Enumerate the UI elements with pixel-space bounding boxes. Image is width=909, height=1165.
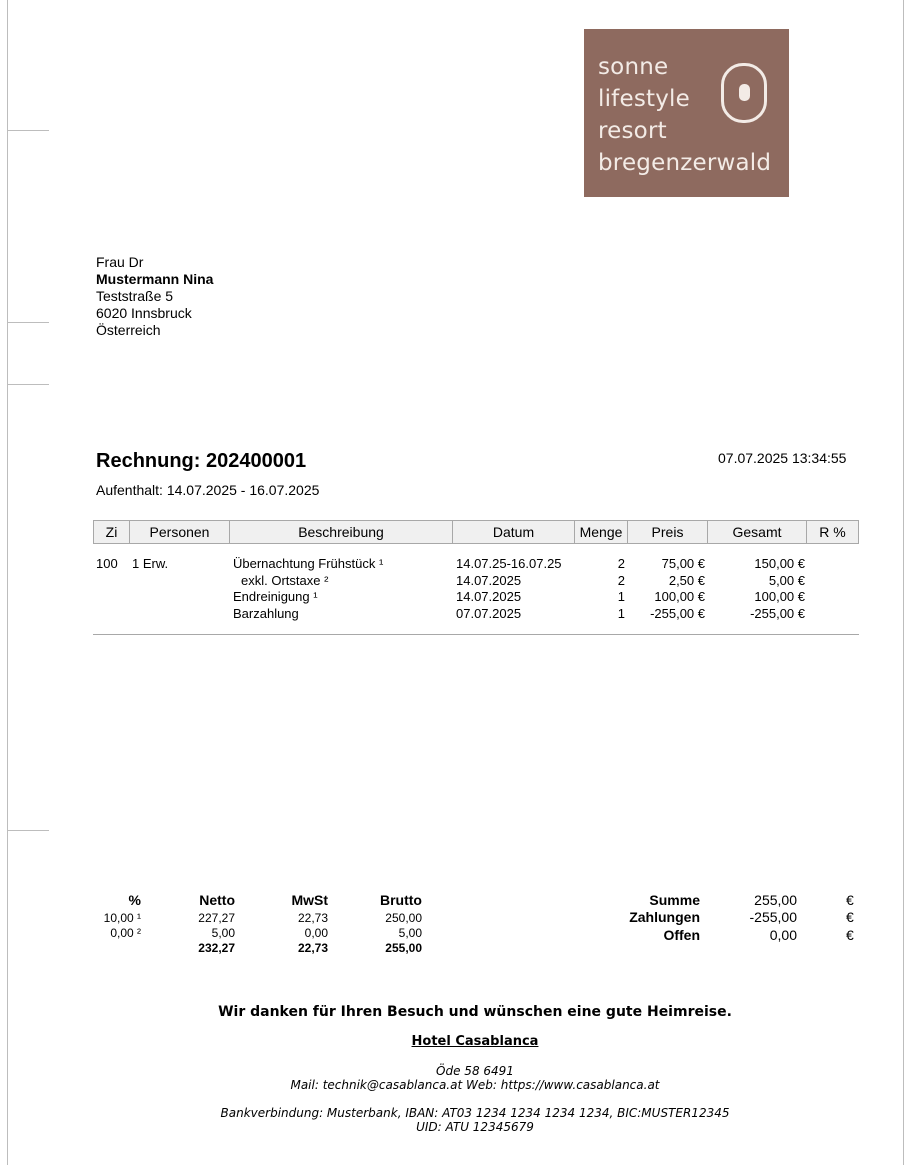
resort-logo (584, 29, 789, 197)
tax-rate: 10,00 ¹ (103, 911, 141, 925)
tax-header-percent: % (128, 892, 141, 908)
hotel-address: Öde 58 6491 (436, 1064, 514, 1078)
summary-value-summe: 255,00 (754, 892, 797, 908)
table-cell-datum: 14.07.25-16.07.25 (456, 556, 562, 571)
tax-total-mwst: 22,73 (297, 941, 328, 955)
table-bottom-divider (93, 634, 859, 635)
tax-netto: 5,00 (211, 926, 235, 940)
fold-mark (8, 384, 49, 385)
tax-total-netto: 232,27 (198, 941, 235, 955)
hotel-name: Hotel Casablanca (411, 1034, 539, 1049)
col-header-preis: Preis (627, 520, 708, 544)
summary-label-offen: Offen (663, 927, 700, 943)
tax-rate: 0,00 ² (110, 926, 141, 940)
tax-netto: 227,27 (198, 911, 235, 925)
tax-header-brutto: Brutto (380, 892, 422, 908)
page-edge-right (903, 0, 904, 1165)
summary-label-summe: Summe (649, 892, 700, 908)
stay-period: Aufenthalt: 14.07.2025 - 16.07.2025 (96, 482, 320, 498)
recipient-city: 6020 Innsbruck (96, 305, 192, 321)
table-cell-menge: 1 (617, 606, 625, 621)
table-cell-beschreibung: exkl. Ortstaxe ² (241, 573, 329, 588)
tax-total-brutto: 255,00 (385, 941, 422, 955)
table-cell-personen: 1 Erw. (132, 556, 169, 571)
col-header-zi: Zi (93, 520, 130, 544)
invoice-title: Rechnung: 202400001 (96, 450, 307, 472)
table-cell-datum: 07.07.2025 (456, 606, 522, 621)
tax-brutto: 5,00 (398, 926, 422, 940)
uid-number: UID: ATU 12345679 (416, 1120, 534, 1134)
table-cell-preis: 100,00 € (654, 589, 705, 604)
col-header-gesamt: Gesamt (707, 520, 807, 544)
logo-text: sonne lifestyle resort bregenzerwald (598, 54, 772, 176)
tax-header-mwst: MwSt (291, 892, 328, 908)
table-cell-gesamt: 5,00 € (768, 573, 805, 588)
recipient-name: Mustermann Nina (96, 271, 214, 287)
table-cell-preis: 75,00 € (661, 556, 705, 571)
col-header-datum: Datum (452, 520, 575, 544)
table-cell-datum: 14.07.2025 (456, 589, 522, 604)
table-cell-preis: 2,50 € (668, 573, 705, 588)
recipient-country: Österreich (96, 322, 161, 338)
table-cell-beschreibung: Barzahlung (233, 606, 299, 621)
fold-mark (8, 130, 49, 131)
table-cell-datum: 14.07.2025 (456, 573, 522, 588)
tax-brutto: 250,00 (385, 911, 422, 925)
col-header-beschreibung: Beschreibung (229, 520, 453, 544)
summary-currency: € (846, 927, 854, 943)
recipient-salutation: Frau Dr (96, 254, 144, 270)
table-cell-zi: 100 (96, 556, 118, 571)
summary-value-zahlungen: -255,00 (749, 909, 797, 925)
bank-details: Bankverbindung: Musterbank, IBAN: AT03 1234 1234 1234 1234, BIC:MUSTER12345 (220, 1106, 730, 1120)
table-cell-gesamt: 150,00 € (754, 556, 805, 571)
summary-currency: € (846, 909, 854, 925)
summary-currency: € (846, 892, 854, 908)
recipient-address (96, 254, 213, 339)
fold-mark (8, 830, 49, 831)
table-cell-gesamt: 100,00 € (754, 589, 805, 604)
page-edge-left (7, 0, 8, 1165)
recipient-street: Teststraße 5 (96, 288, 174, 304)
table-cell-beschreibung: Übernachtung Frühstück ¹ (233, 556, 384, 571)
col-header-menge: Menge (574, 520, 628, 544)
hotel-contact: Mail: technik@casablanca.at Web: https://www.casablanca.at (290, 1078, 660, 1092)
col-header-rabatt: R % (806, 520, 859, 544)
table-cell-menge: 2 (617, 573, 625, 588)
table-cell-preis: -255,00 € (650, 606, 705, 621)
tax-mwst: 0,00 (304, 926, 328, 940)
fold-mark (8, 322, 49, 323)
invoice-datetime: 07.07.2025 13:34:55 (718, 450, 847, 466)
table-cell-menge: 2 (617, 556, 625, 571)
col-header-personen: Personen (129, 520, 230, 544)
thanks-message: Wir danken für Ihren Besuch und wünschen eine gute Heimreise. (218, 1004, 732, 1020)
logo-dot-icon (739, 84, 750, 101)
table-cell-beschreibung: Endreinigung ¹ (233, 589, 318, 604)
tax-mwst: 22,73 (297, 911, 328, 925)
table-cell-gesamt: -255,00 € (750, 606, 805, 621)
summary-value-offen: 0,00 (769, 927, 797, 943)
summary-label-zahlungen: Zahlungen (629, 909, 700, 925)
tax-header-netto: Netto (199, 892, 235, 908)
table-cell-menge: 1 (617, 589, 625, 604)
